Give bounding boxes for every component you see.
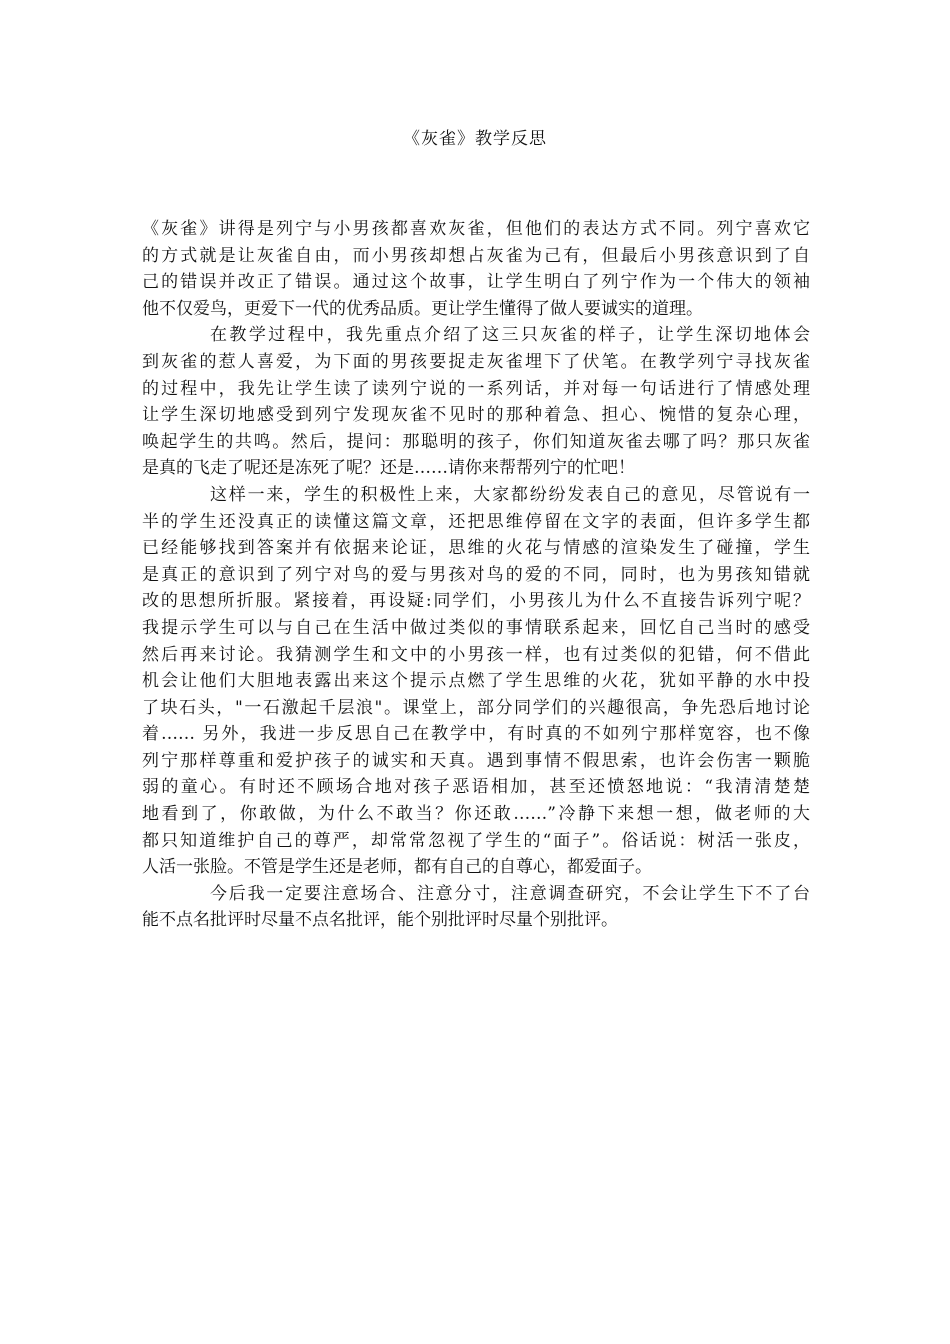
text-line: 的方式就是让灰雀自由，而小男孩却想占灰雀为己有，但最后小男孩意识到了自	[142, 245, 810, 266]
text-line: 《灰雀》讲得是列宁与小男孩都喜欢灰雀，但他们的表达方式不同。列宁喜欢它	[142, 219, 810, 239]
text-line: 这样一来，学生的积极性上来，大家都纷纷发表自己的意见，尽管说有一	[210, 484, 810, 505]
text-line: 人活一张脸。不管是学生还是老师，都有自己的自尊心，都爱面子。	[142, 857, 652, 878]
text-line: 着…… 另外，我进一步反思自己在教学中，有时真的不如列宁那样宽容，也不像	[142, 724, 810, 745]
text-line: 到灰雀的惹人喜爱，为下面的男孩要捉走灰雀埋下了伏笔。在教学列宁寻找灰雀	[142, 351, 810, 372]
text-line: 已经能够找到答案并有依据来论证，思维的火花与情感的渲染发生了碰撞，学生	[142, 538, 810, 559]
text-line: 然后再来讨论。我猜测学生和文中的小男孩一样，也有过类似的犯错，何不借此	[142, 644, 810, 665]
text-line: 是真正的意识到了列宁对鸟的爱与男孩对鸟的爱的不同，同时，也为男孩知错就	[142, 564, 810, 585]
text-line: 我提示学生可以与自己在生活中做过类似的事情联系起来，回忆自己当时的感受	[142, 617, 810, 638]
text-line: 地看到了，你敢做，为什么不敢当？你还敢……”冷静下来想一想，做老师的大	[142, 804, 810, 825]
text-line: 己的错误并改正了错误。通过这个故事，让学生明白了列宁作为一个伟大的领袖	[142, 272, 810, 293]
text-line: 在教学过程中，我先重点介绍了这三只灰雀的样子，让学生深切地体会	[210, 325, 810, 346]
document-title: 《灰雀》教学反思	[403, 129, 547, 149]
document-body	[142, 216, 810, 934]
text-line: 都只知道维护自己的尊严，却常常忽视了学生的“面子”。俗话说：树活一张皮，	[142, 830, 810, 851]
text-line: 他不仅爱鸟，更爱下一代的优秀品质。更让学生懂得了做人要诚实的道理。	[142, 298, 703, 319]
text-line: 是真的飞走了呢还是冻死了呢？还是……请你来帮帮列宁的忙吧！	[142, 458, 635, 479]
text-line: 弱的童心。有时还不顾场合地对孩子恶语相加，甚至还愤怒地说：“我清清楚楚	[142, 777, 810, 798]
text-line: 唤起学生的共鸣。然后，提问：那聪明的孩子，你们知道灰雀去哪了吗？那只灰雀	[142, 431, 810, 452]
text-line: 了块石头，"一石激起千层浪"。课堂上，部分同学们的兴趣很高，争先恐后地讨论	[142, 697, 810, 718]
text-line: 改的思想所折服。紧接着，再设疑:同学们，小男孩儿为什么不直接告诉列宁呢？	[142, 591, 810, 612]
text-line: 机会让他们大胆地表露出来这个提示点燃了学生思维的火花，犹如平静的水中投	[142, 671, 810, 692]
text-line: 让学生深切地感受到列宁发现灰雀不见时的那种着急、担心、惋惜的复杂心理，	[142, 405, 810, 426]
text-line: 列宁那样尊重和爱护孩子的诚实和天真。遇到事情不假思索，也许会伤害一颗脆	[142, 750, 810, 771]
text-line: 半的学生还没真正的读懂这篇文章，还把思维停留在文字的表面，但许多学生都	[142, 511, 810, 532]
text-line: 的过程中，我先让学生读了读列宁说的一系列话，并对每一句话进行了情感处理	[142, 378, 810, 399]
text-line: 今后我一定要注意场合、注意分寸，注意调查研究，不会让学生下不了台	[210, 883, 810, 904]
text-line: 能不点名批评时尽量不点名批评，能个别批评时尽量个别批评。	[142, 910, 618, 931]
